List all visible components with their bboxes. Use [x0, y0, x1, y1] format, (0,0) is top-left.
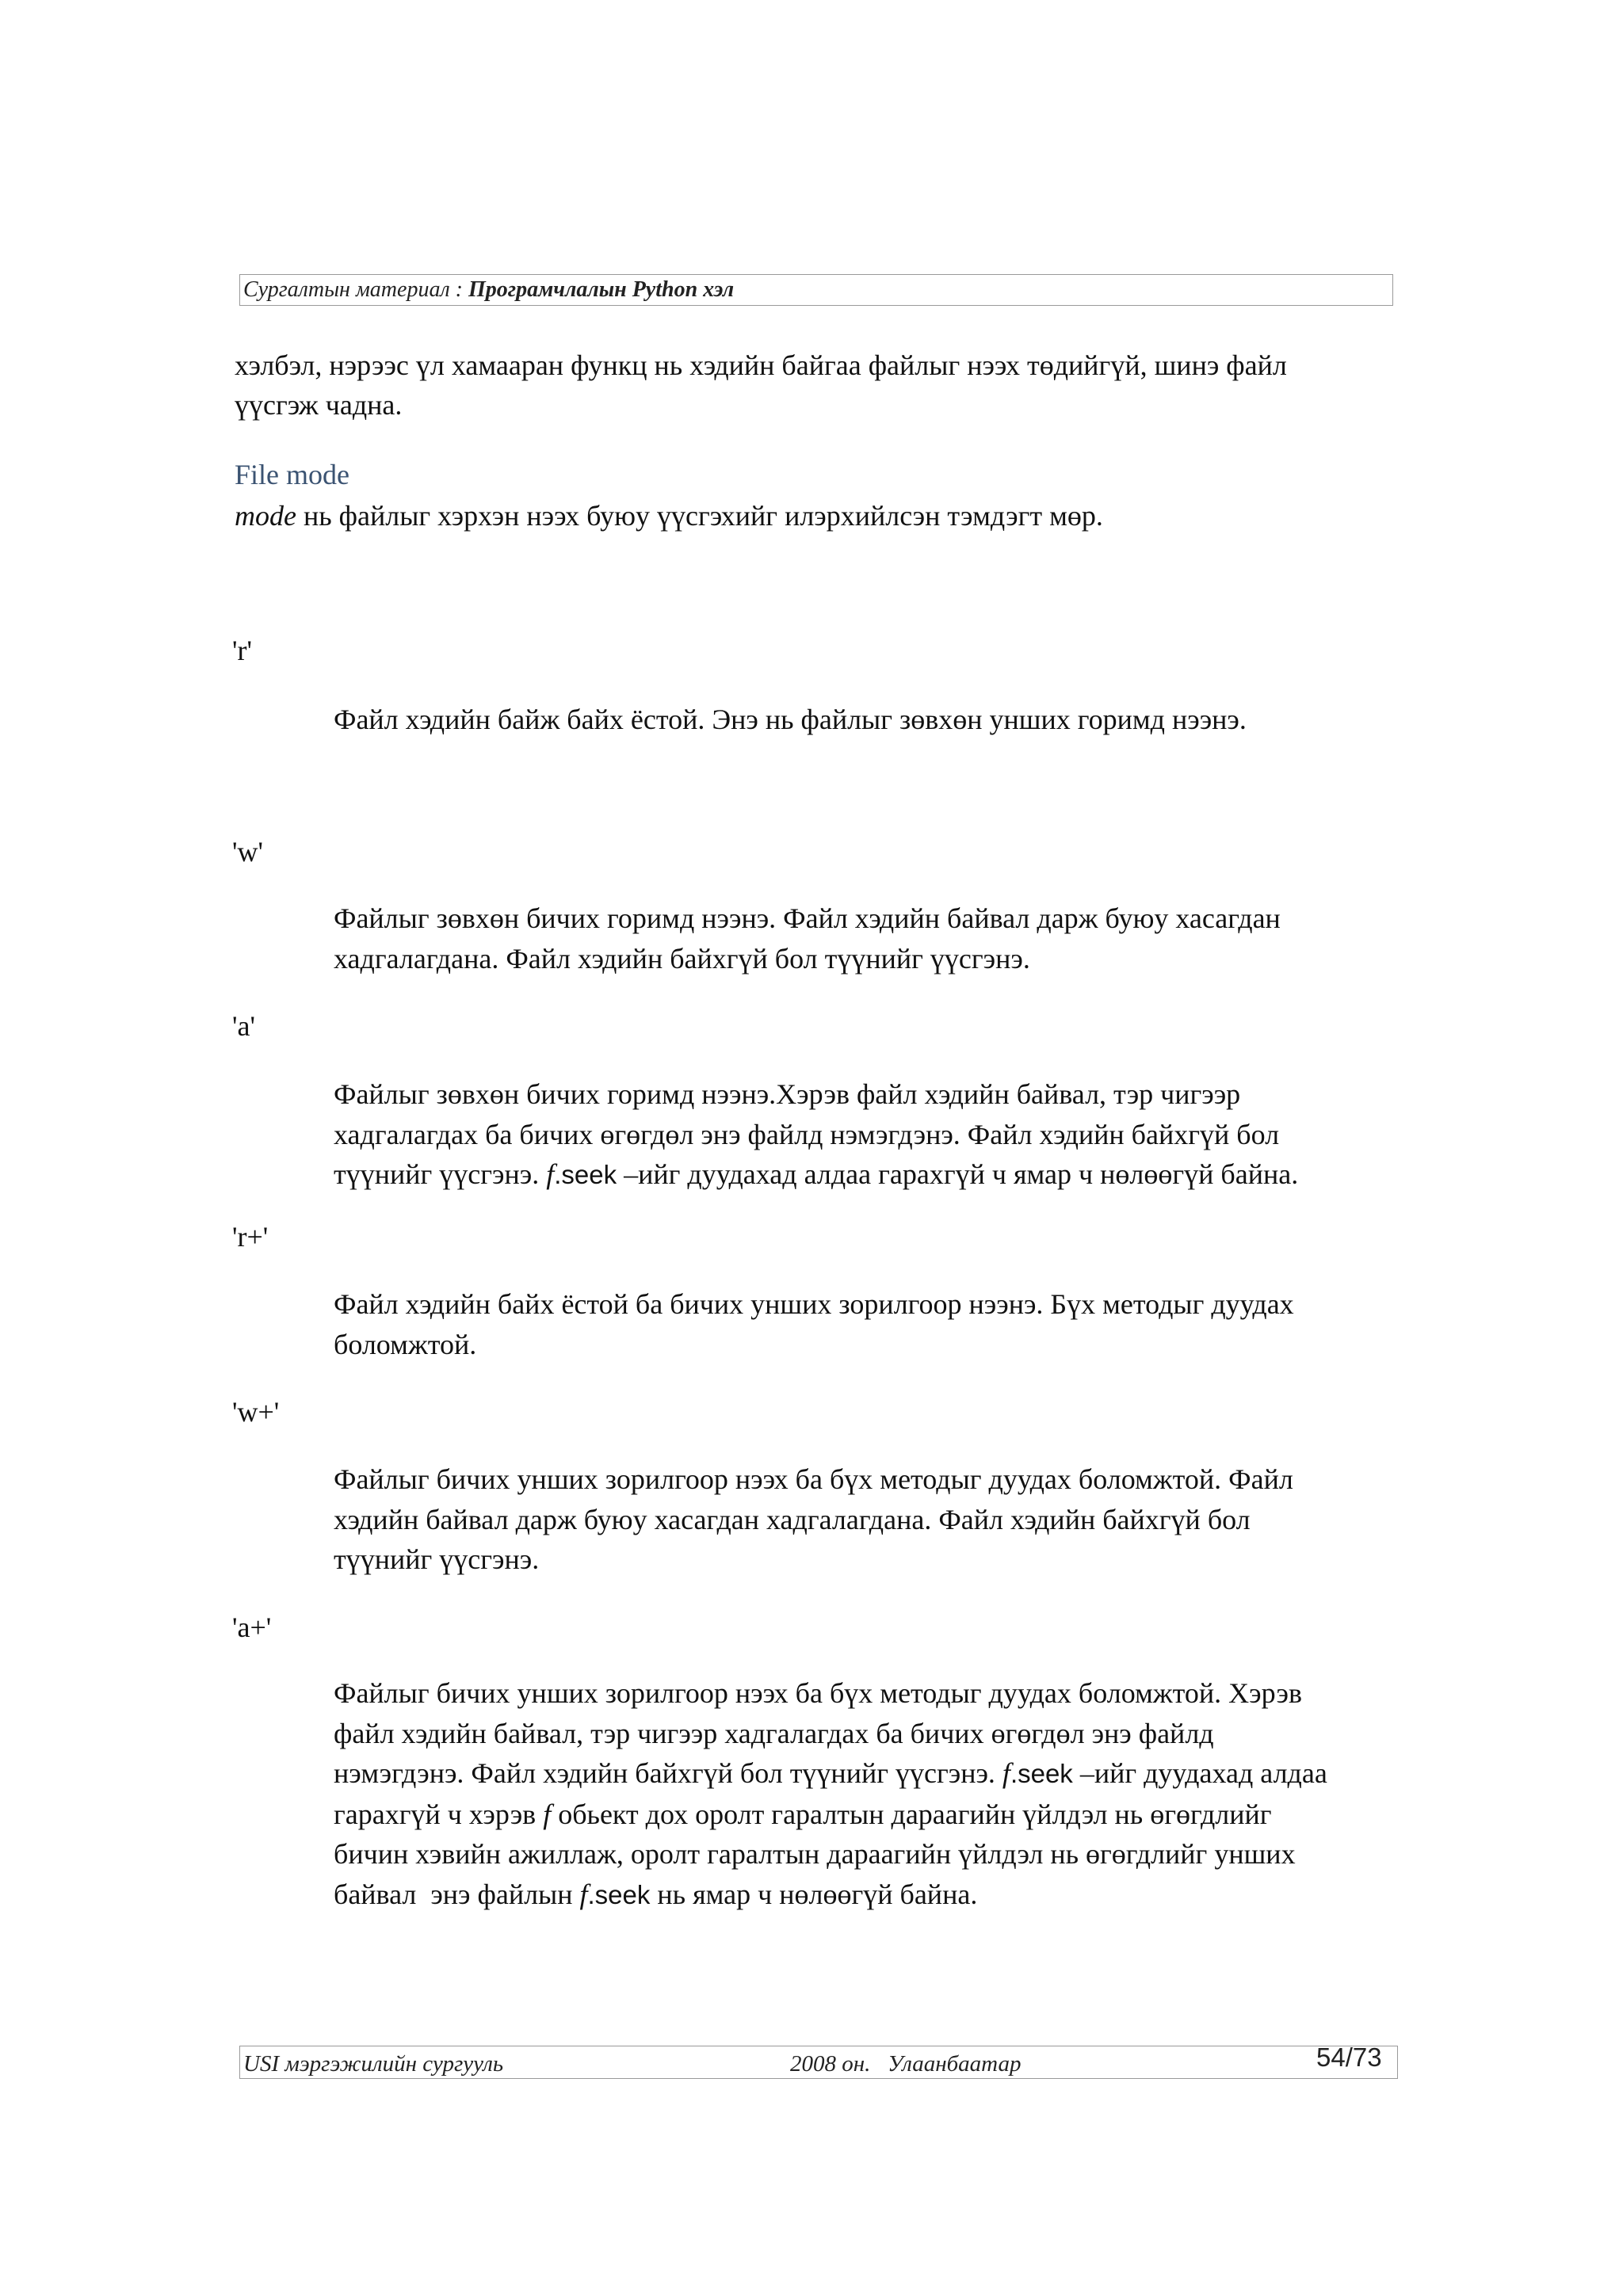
mode-term-a-plus: 'a+' [232, 1611, 272, 1643]
def-text: түүнийг үүсгэнэ. [334, 1158, 547, 1190]
seek-method: .seek [1010, 1759, 1073, 1788]
def-line: бичин хэвийн ажиллаж, оролт гаралтын дараагийн үйлдэл нь өгөгдлийг унших [334, 1838, 1296, 1870]
mode-term-a: 'a' [232, 1010, 255, 1042]
page-number: 54/73 [1316, 2042, 1382, 2072]
def-text: –ийг дуудахад алдаа [1072, 1757, 1327, 1789]
def-line: Файлыг зөвхөн бичих горимд нээнэ. Файл хэдийн байвал дарж буюу хасагдан [334, 902, 1281, 934]
intro-paragraph [235, 345, 1287, 425]
mode-term-r-plus: 'r+' [232, 1221, 269, 1253]
def-line: Файлыг зөвхөн бичих горимд нээнэ.Хэрэв файл хэдийн байвал, тэр чигээр [334, 1078, 1241, 1110]
running-footer [239, 2042, 1398, 2079]
mode-def-r [334, 700, 1247, 740]
header-course-label: Сургалтын материал : [243, 277, 463, 302]
def-line: Файлыг бичих унших зорилгоор нээх ба бүх методыг дуудах боломжтой. Файл [334, 1463, 1293, 1495]
def-line: хадгалагдах ба бичих өгөгдөл энэ файлд нэмэгдэнэ. Файл хэдийн байхгүй бол [334, 1118, 1280, 1150]
def-text: байвал энэ файлын [334, 1878, 580, 1910]
mode-keyword: mode [235, 500, 296, 532]
intro-line-2: үүсгэж чадна. [235, 389, 403, 421]
description-text: нь файлыг хэрхэн нээх буюу үүсгэхийг илэрхийлсэн тэмдэгт мөр. [296, 500, 1103, 532]
footer-place-year: 2008 он. Улаанбаатар [790, 2051, 1022, 2077]
mode-def-w-plus [334, 1459, 1293, 1580]
footer-school: USI мэргэжилийн сургууль [243, 2051, 504, 2077]
def-line: Файл хэдийн байх ёстой ба бичих унших зорилгоор нээнэ. Бүх методыг дуудах [334, 1288, 1294, 1320]
file-var: f [546, 1158, 555, 1190]
def-line: файл хэдийн байвал, тэр чигээр хадгалагдах ба бичих өгөгдөл энэ файлд [334, 1717, 1214, 1749]
file-var: f [1002, 1757, 1010, 1789]
mode-def-a-plus [334, 1673, 1327, 1915]
def-line [334, 1794, 1327, 1835]
def-line: боломжтой. [334, 1328, 477, 1360]
def-line [334, 1875, 1327, 1916]
running-header [239, 274, 1393, 306]
seek-method: .seek [554, 1160, 617, 1189]
def-line [334, 1154, 1298, 1196]
mode-term-w-plus: 'w+' [232, 1396, 280, 1428]
mode-def-w [334, 898, 1281, 978]
header-course-title: Програмчлалын Python хэл [468, 277, 735, 302]
def-text: гарахгүй ч хэрэв [334, 1798, 544, 1830]
def-text: нь ямар ч нөлөөгүй байна. [650, 1878, 978, 1910]
intro-line-1: хэлбэл, нэрээс үл хамааран функц нь хэдийн байгаа файлыг нээх төдийгүй, шинэ файл [235, 349, 1287, 381]
def-text: –ийг дуудахад алдаа гарахгүй ч ямар ч нөлөөгүй байна. [617, 1158, 1299, 1190]
def-text: нэмэгдэнэ. Файл хэдийн байхгүй бол түүнийг үүсгэнэ. [334, 1757, 1002, 1789]
section-description [235, 496, 1103, 536]
def-line: Файл хэдийн байж байх ёстой. Энэ нь файлыг зөвхөн унших горимд нээнэ. [334, 704, 1247, 735]
seek-method: .seek [587, 1879, 651, 1909]
def-text: обьект дох оролт гаралтын дараагийн үйлдэл нь өгөгдлийг [551, 1798, 1272, 1830]
def-line: түүнийг үүсгэнэ. [334, 1543, 540, 1575]
file-var: f [579, 1878, 588, 1910]
mode-term-w: 'w' [232, 836, 263, 868]
def-line: хэдийн байвал дарж буюу хасагдан хадгалагдана. Файл хэдийн байхгүй бол [334, 1503, 1251, 1535]
def-line [334, 1753, 1327, 1794]
def-line: Файлыг бичих унших зорилгоор нээх ба бүх методыг дуудах боломжтой. Хэрэв [334, 1677, 1302, 1709]
mode-term-r: 'r' [232, 635, 252, 666]
mode-def-r-plus [334, 1284, 1294, 1364]
def-line: хадгалагдана. Файл хэдийн байхгүй бол түүнийг үүсгэнэ. [334, 942, 1030, 974]
section-heading: File mode [235, 459, 349, 490]
file-var: f [543, 1798, 552, 1830]
mode-def-a [334, 1074, 1298, 1196]
